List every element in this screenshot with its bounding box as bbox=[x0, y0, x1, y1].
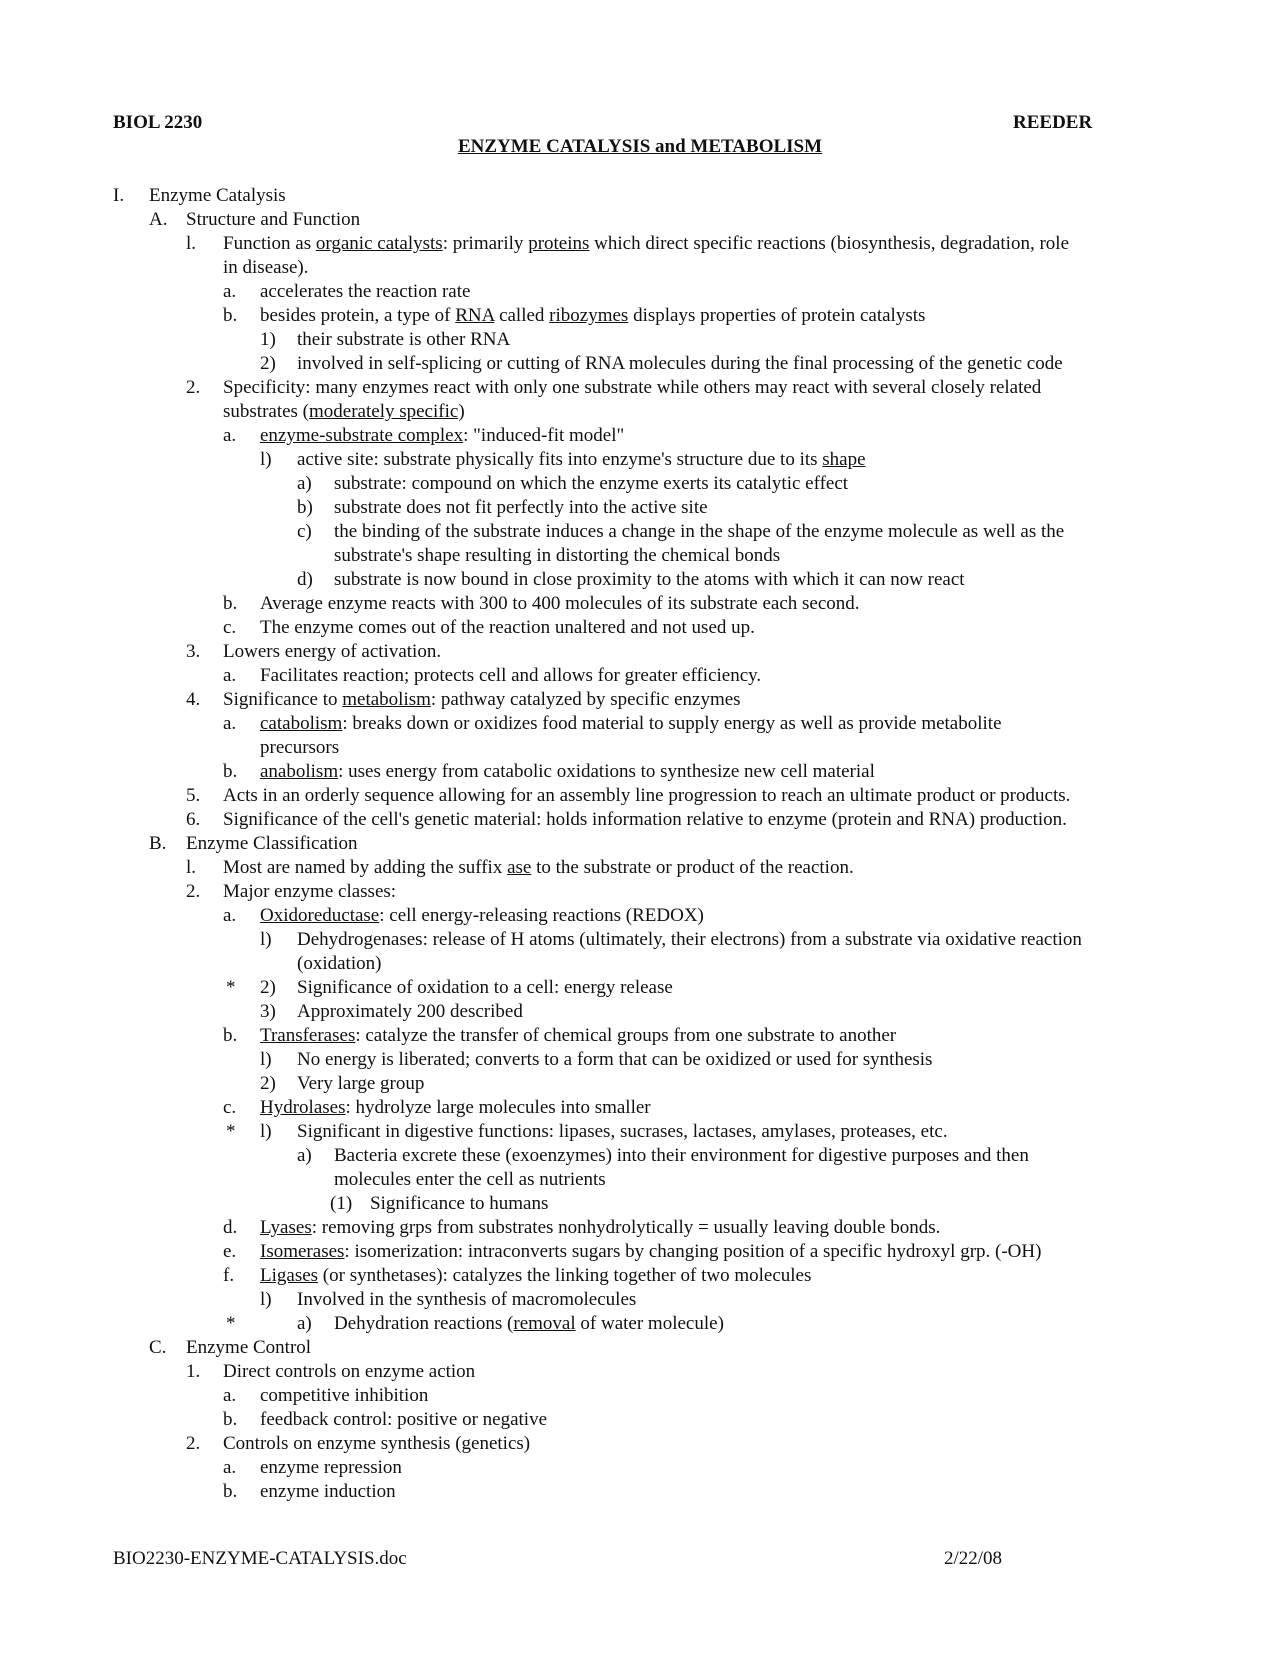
outline-text bbox=[260, 616, 755, 640]
outline-marker: a. bbox=[223, 1457, 237, 1478]
text-segment: to the substrate or product of the reaction. bbox=[531, 857, 854, 878]
outline-line bbox=[0, 1360, 1280, 1384]
outline-line bbox=[0, 1240, 1280, 1264]
text-segment: precursors bbox=[260, 737, 340, 758]
outline-text bbox=[260, 1264, 811, 1288]
outline-marker: a. bbox=[223, 905, 237, 926]
outline-line bbox=[0, 352, 1280, 376]
text-segment: Very large group bbox=[297, 1073, 425, 1094]
outline-line bbox=[0, 568, 1280, 592]
text-segment: substrate: compound on which the enzyme exerts its catalytic effect bbox=[334, 473, 849, 494]
outline-line bbox=[0, 304, 1280, 328]
outline-marker: l) bbox=[260, 1049, 272, 1070]
outline-line bbox=[0, 520, 1280, 544]
emphasis-asterisk: * bbox=[226, 1121, 236, 1142]
course-code: BIOL 2230 bbox=[113, 112, 203, 133]
outline-line bbox=[0, 832, 1280, 856]
text-segment: Significance of oxidation to a cell: energy release bbox=[297, 977, 673, 998]
outline-text bbox=[223, 376, 1041, 400]
outline-marker: f. bbox=[223, 1265, 235, 1286]
text-segment: (or synthetases): catalyzes the linking together of two molecules bbox=[318, 1265, 812, 1286]
underlined-term: ase bbox=[507, 857, 532, 878]
outline-text bbox=[223, 784, 1070, 808]
outline-text bbox=[223, 856, 854, 880]
text-segment: Dehydrogenases: release of H atoms (ultimately, their electrons) from a substrate via oxidative reaction bbox=[297, 929, 1082, 950]
outline-marker: l. bbox=[186, 857, 197, 878]
outline-marker: l) bbox=[260, 449, 272, 470]
text-segment: Significance to humans bbox=[370, 1193, 549, 1214]
outline-line bbox=[0, 1480, 1280, 1504]
text-segment: Enzyme Classification bbox=[186, 833, 358, 854]
outline-line bbox=[0, 1120, 1280, 1144]
outline-line bbox=[0, 784, 1280, 808]
outline-text bbox=[260, 712, 1002, 736]
outline-text bbox=[223, 1360, 475, 1384]
outline-line bbox=[0, 472, 1280, 496]
outline-line bbox=[0, 1312, 1280, 1336]
outline-line bbox=[0, 1144, 1280, 1168]
outline-marker: c) bbox=[297, 521, 312, 542]
text-segment: : "induced-fit model" bbox=[463, 425, 625, 446]
outline-marker: b. bbox=[223, 1025, 238, 1046]
outline-line bbox=[0, 1024, 1280, 1048]
text-segment: active site: substrate physically fits into enzyme's structure due to its bbox=[297, 449, 823, 470]
text-segment: Average enzyme reacts with 300 to 400 molecules of its substrate each second. bbox=[260, 593, 860, 614]
outline-line bbox=[0, 1048, 1280, 1072]
outline-marker: (1) bbox=[330, 1193, 353, 1214]
underlined-term: removal bbox=[513, 1313, 576, 1334]
text-segment: enzyme induction bbox=[260, 1481, 396, 1502]
outline-marker: 2) bbox=[260, 1073, 276, 1094]
outline bbox=[0, 184, 1280, 1504]
outline-line bbox=[0, 256, 1280, 280]
outline-line bbox=[0, 640, 1280, 664]
outline-text bbox=[334, 1312, 724, 1336]
text-segment: accelerates the reaction rate bbox=[260, 281, 471, 302]
outline-text bbox=[297, 352, 1063, 376]
text-segment: Major enzyme classes: bbox=[223, 881, 397, 902]
footer-date: 2/22/08 bbox=[944, 1548, 1003, 1569]
outline-line bbox=[0, 616, 1280, 640]
outline-line bbox=[0, 760, 1280, 784]
outline-line bbox=[0, 664, 1280, 688]
text-segment: feedback control: positive or negative bbox=[260, 1409, 548, 1430]
outline-marker: e. bbox=[223, 1241, 237, 1262]
outline-marker: b. bbox=[223, 1481, 238, 1502]
underlined-term: anabolism bbox=[260, 761, 339, 782]
outline-line bbox=[0, 1192, 1280, 1216]
text-segment: Direct controls on enzyme action bbox=[223, 1361, 476, 1382]
text-segment: Most are named by adding the suffix bbox=[223, 857, 508, 878]
outline-text bbox=[186, 208, 360, 232]
text-segment: : hydrolyze large molecules into smaller bbox=[345, 1097, 651, 1118]
text-segment: Significance of the cell's genetic material: holds information relative to enzyme (protein and RNA) production. bbox=[223, 809, 1067, 830]
outline-text bbox=[223, 400, 465, 424]
page-title: ENZYME CATALYSIS and METABOLISM bbox=[457, 136, 823, 157]
outline-marker: l) bbox=[260, 929, 272, 950]
text-segment: substrate does not fit perfectly into the active site bbox=[334, 497, 708, 518]
outline-text bbox=[223, 1432, 530, 1456]
outline-marker: I. bbox=[113, 185, 125, 206]
outline-marker: b. bbox=[223, 1409, 238, 1430]
underlined-term: RNA bbox=[455, 305, 495, 326]
outline-marker: 2) bbox=[260, 977, 276, 998]
outline-marker: C. bbox=[149, 1337, 167, 1358]
underlined-term: ribozymes bbox=[549, 305, 629, 326]
outline-marker: 2. bbox=[186, 1433, 201, 1454]
outline-marker: 1. bbox=[186, 1361, 201, 1382]
outline-marker: a) bbox=[297, 473, 312, 494]
outline-marker: 3) bbox=[260, 1001, 276, 1022]
outline-line bbox=[0, 952, 1280, 976]
outline-text bbox=[260, 1384, 428, 1408]
outline-line bbox=[0, 328, 1280, 352]
text-segment: Significance to bbox=[223, 689, 343, 710]
outline-text bbox=[297, 328, 510, 352]
text-segment: Enzyme Control bbox=[186, 1337, 312, 1358]
underlined-term: proteins bbox=[528, 233, 590, 254]
text-segment: Specificity: many enzymes react with only one substrate while others may react with several closely related bbox=[223, 377, 1042, 398]
outline-marker: a. bbox=[223, 713, 237, 734]
text-segment: Dehydration reactions ( bbox=[334, 1313, 514, 1334]
outline-line bbox=[0, 1288, 1280, 1312]
outline-text bbox=[297, 1048, 932, 1072]
outline-text bbox=[297, 1288, 636, 1312]
outline-line bbox=[0, 976, 1280, 1000]
outline-line bbox=[0, 280, 1280, 304]
outline-line bbox=[0, 448, 1280, 472]
outline-text bbox=[223, 232, 1069, 256]
outline-text bbox=[334, 544, 780, 568]
outline-text bbox=[223, 256, 308, 280]
text-segment: Involved in the synthesis of macromolecules bbox=[297, 1289, 637, 1310]
outline-marker: a. bbox=[223, 665, 237, 686]
outline-text bbox=[297, 1000, 523, 1024]
outline-marker: a. bbox=[223, 281, 237, 302]
outline-line bbox=[0, 400, 1280, 424]
text-segment: The enzyme comes out of the reaction unaltered and not used up. bbox=[260, 617, 755, 638]
outline-marker: 5. bbox=[186, 785, 201, 806]
text-segment: involved in self-splicing or cutting of RNA molecules during the final processing of the genetic code bbox=[297, 353, 1063, 374]
text-segment: : cell energy-releasing reactions (REDOX) bbox=[379, 905, 704, 926]
text-segment: molecules enter the cell as nutrients bbox=[334, 1169, 606, 1190]
text-segment: enzyme repression bbox=[260, 1457, 402, 1478]
outline-marker: b. bbox=[223, 761, 238, 782]
outline-line bbox=[0, 544, 1280, 568]
outline-line bbox=[0, 1072, 1280, 1096]
text-segment: : uses energy from catabolic oxidations to synthesize new cell material bbox=[338, 761, 875, 782]
outline-text bbox=[260, 424, 624, 448]
outline-marker: 6. bbox=[186, 809, 201, 830]
outline-text bbox=[260, 1096, 651, 1120]
underlined-term: Lyases bbox=[260, 1217, 312, 1238]
author-name: REEDER bbox=[1013, 112, 1093, 133]
text-segment: substrates ( bbox=[223, 401, 310, 422]
outline-text bbox=[297, 976, 673, 1000]
underlined-term: Oxidoreductase bbox=[260, 905, 380, 926]
text-segment: besides protein, a type of bbox=[260, 305, 456, 326]
underlined-term: metabolism bbox=[342, 689, 431, 710]
text-segment: which direct specific reactions (biosynthesis, degradation, role bbox=[589, 233, 1069, 254]
text-segment: competitive inhibition bbox=[260, 1385, 429, 1406]
text-segment: displays properties of protein catalysts bbox=[628, 305, 926, 326]
outline-line bbox=[0, 1000, 1280, 1024]
outline-line bbox=[0, 1432, 1280, 1456]
outline-marker: l. bbox=[186, 233, 197, 254]
underlined-term: enzyme-substrate complex bbox=[260, 425, 464, 446]
outline-line bbox=[0, 376, 1280, 400]
outline-marker: 3. bbox=[186, 641, 201, 662]
footer-filename: BIO2230-ENZYME-CATALYSIS.doc bbox=[113, 1548, 407, 1569]
outline-text bbox=[370, 1192, 548, 1216]
outline-line bbox=[0, 1408, 1280, 1432]
text-segment: (oxidation) bbox=[297, 953, 382, 974]
outline-marker: B. bbox=[149, 833, 167, 854]
outline-marker: a. bbox=[223, 1385, 237, 1406]
outline-marker: 1) bbox=[260, 329, 276, 350]
outline-marker: A. bbox=[149, 209, 168, 230]
underlined-term: moderately specific bbox=[309, 401, 459, 422]
outline-line bbox=[0, 208, 1280, 232]
outline-text bbox=[297, 448, 866, 472]
text-segment: : breaks down or oxidizes food material to supply energy as well as provide metabolite bbox=[342, 713, 1002, 734]
outline-line bbox=[0, 928, 1280, 952]
outline-text bbox=[223, 688, 741, 712]
outline-text bbox=[260, 592, 860, 616]
underlined-term: organic catalysts bbox=[315, 233, 443, 254]
outline-line bbox=[0, 736, 1280, 760]
outline-marker: c. bbox=[223, 617, 237, 638]
text-segment: in disease). bbox=[223, 257, 309, 278]
text-segment: called bbox=[494, 305, 550, 326]
text-segment: Facilitates reaction; protects cell and allows for greater efficiency. bbox=[260, 665, 762, 686]
outline-line bbox=[0, 424, 1280, 448]
text-segment: Lowers energy of activation. bbox=[223, 641, 442, 662]
outline-marker: 2) bbox=[260, 353, 276, 374]
outline-text bbox=[260, 664, 761, 688]
outline-line bbox=[0, 880, 1280, 904]
outline-text bbox=[334, 472, 848, 496]
text-segment: ) bbox=[458, 401, 465, 422]
outline-line bbox=[0, 232, 1280, 256]
text-segment: the binding of the substrate induces a change in the shape of the enzyme molecule as well as the bbox=[334, 521, 1065, 542]
text-segment: Structure and Function bbox=[186, 209, 361, 230]
outline-line bbox=[0, 688, 1280, 712]
outline-text bbox=[260, 304, 925, 328]
outline-line bbox=[0, 904, 1280, 928]
text-segment: Enzyme Catalysis bbox=[149, 185, 286, 206]
outline-marker: d. bbox=[223, 1217, 238, 1238]
outline-marker: l) bbox=[260, 1289, 272, 1310]
text-segment: Function as bbox=[223, 233, 316, 254]
outline-text bbox=[297, 1072, 424, 1096]
outline-text bbox=[186, 832, 357, 856]
emphasis-asterisk: * bbox=[226, 977, 236, 998]
underlined-term: Isomerases bbox=[260, 1241, 345, 1262]
text-segment: : catalyze the transfer of chemical groups from one substrate to another bbox=[355, 1025, 897, 1046]
outline-text bbox=[260, 1456, 402, 1480]
outline-line bbox=[0, 1216, 1280, 1240]
outline-text bbox=[186, 1336, 311, 1360]
outline-text bbox=[149, 184, 286, 208]
text-segment: their substrate is other RNA bbox=[297, 329, 511, 350]
outline-text bbox=[334, 1144, 1029, 1168]
text-segment: : primarily bbox=[442, 233, 529, 254]
text-segment: : removing grps from substrates nonhydrolytically = usually leaving double bonds. bbox=[311, 1217, 941, 1238]
outline-line bbox=[0, 1096, 1280, 1120]
text-segment: : isomerization: intraconverts sugars by changing position of a specific hydroxyl grp. (-OH) bbox=[344, 1241, 1042, 1262]
outline-line bbox=[0, 1168, 1280, 1192]
outline-text bbox=[334, 520, 1064, 544]
outline-text bbox=[223, 880, 396, 904]
outline-line bbox=[0, 856, 1280, 880]
text-segment: Acts in an orderly sequence allowing for an assembly line progression to reach an ultimate product or products. bbox=[223, 785, 1071, 806]
outline-text bbox=[260, 760, 875, 784]
outline-marker: b. bbox=[223, 593, 238, 614]
underlined-term: catabolism bbox=[260, 713, 343, 734]
outline-line bbox=[0, 712, 1280, 736]
outline-text bbox=[223, 640, 441, 664]
outline-text bbox=[334, 496, 708, 520]
outline-marker: d) bbox=[297, 569, 313, 590]
text-segment: of water molecule) bbox=[575, 1313, 724, 1334]
outline-text bbox=[334, 1168, 606, 1192]
outline-marker: 2. bbox=[186, 881, 201, 902]
underlined-term: Hydrolases bbox=[260, 1097, 346, 1118]
text-segment: Bacteria excrete these (exoenzymes) into their environment for digestive purposes and then bbox=[334, 1145, 1029, 1166]
outline-line bbox=[0, 1264, 1280, 1288]
outline-marker: 4. bbox=[186, 689, 201, 710]
outline-line bbox=[0, 808, 1280, 832]
text-segment: substrate's shape resulting in distorting the chemical bonds bbox=[334, 545, 781, 566]
outline-marker: a) bbox=[297, 1145, 312, 1166]
underlined-term: shape bbox=[822, 449, 866, 470]
outline-marker: a) bbox=[297, 1313, 312, 1334]
outline-line bbox=[0, 496, 1280, 520]
outline-line bbox=[0, 184, 1280, 208]
outline-marker: b) bbox=[297, 497, 313, 518]
outline-line bbox=[0, 1336, 1280, 1360]
text-segment: Controls on enzyme synthesis (genetics) bbox=[223, 1433, 531, 1454]
text-segment: substrate is now bound in close proximity to the atoms with which it can now react bbox=[334, 569, 965, 590]
outline-text bbox=[334, 568, 965, 592]
outline-text bbox=[260, 1408, 547, 1432]
underlined-term: Ligases bbox=[260, 1265, 319, 1286]
emphasis-asterisk: * bbox=[226, 1313, 236, 1334]
outline-text bbox=[297, 928, 1082, 952]
text-segment: Approximately 200 described bbox=[297, 1001, 523, 1022]
outline-line bbox=[0, 1384, 1280, 1408]
outline-marker: 2. bbox=[186, 377, 201, 398]
outline-text bbox=[260, 1240, 1041, 1264]
outline-line bbox=[0, 592, 1280, 616]
outline-text bbox=[223, 808, 1067, 832]
underlined-term: Transferases bbox=[260, 1025, 356, 1046]
outline-marker: a. bbox=[223, 425, 237, 446]
text-segment: : pathway catalyzed by specific enzymes bbox=[430, 689, 741, 710]
outline-marker: l) bbox=[260, 1121, 272, 1142]
text-segment: No energy is liberated; converts to a form that can be oxidized or used for synthesis bbox=[297, 1049, 933, 1070]
outline-text bbox=[297, 952, 381, 976]
outline-text bbox=[297, 1120, 948, 1144]
outline-text bbox=[260, 1024, 896, 1048]
outline-text bbox=[260, 904, 704, 928]
outline-marker: b. bbox=[223, 305, 238, 326]
outline-text bbox=[260, 1480, 396, 1504]
outline-text bbox=[260, 736, 339, 760]
outline-text bbox=[260, 280, 470, 304]
outline-marker: c. bbox=[223, 1097, 237, 1118]
outline-line bbox=[0, 1456, 1280, 1480]
outline-text bbox=[260, 1216, 940, 1240]
text-segment: Significant in digestive functions: lipases, sucrases, lactases, amylases, proteases, etc. bbox=[297, 1121, 948, 1142]
